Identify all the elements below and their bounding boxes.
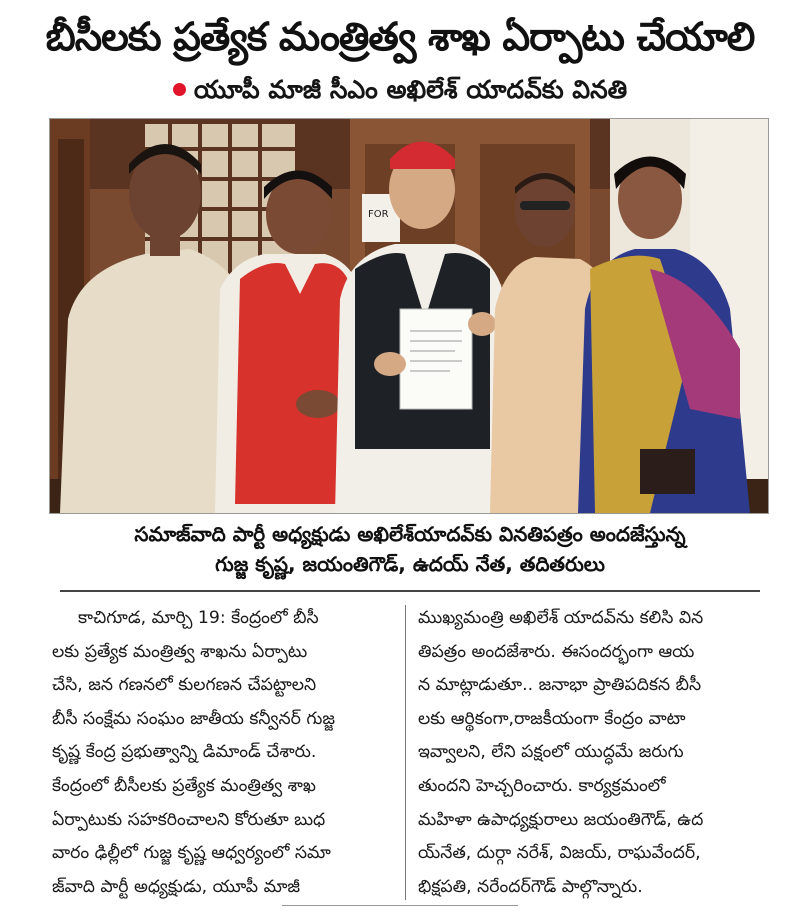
red-bullet-icon bbox=[173, 83, 186, 96]
article-line: లకు ప్రత్యేక మంత్రిత్వ శాఖను ఏర్పాటు bbox=[52, 641, 308, 662]
news-photo bbox=[49, 118, 769, 514]
subheadline-text: యూపీ మాజీ సీఎం అఖిలేశ్ యాదవ్‌కు వినతి bbox=[193, 75, 628, 104]
article-line: ఇవ్వాలని, లేని పక్షంలో యుద్ధమే జరుగు bbox=[418, 742, 684, 763]
divider-rule bbox=[60, 590, 760, 592]
article-line: న మాట్లాడుతూ.. జనాభా ప్రాతిపదికన బీసీ bbox=[418, 675, 702, 696]
article-column-right bbox=[418, 602, 761, 898]
article-line: కృష్ణ కేంద్ర ప్రభుత్వాన్ని డిమాండ్ చేశారు. bbox=[52, 742, 317, 763]
article-line: చేసి, జన గణనలో కులగణన చేపట్టాలని bbox=[52, 675, 317, 696]
article-line: బీసీ సంక్షేమ సంఘం జాతీయ కన్వీనర్ గుజ్జ bbox=[52, 708, 336, 729]
caption-line-2: గుజ్జ కృష్ణ, జయంతిగౌడ్, ఉదయ్ నేత, తదితరులు bbox=[215, 552, 605, 576]
group-photo-illustration bbox=[50, 119, 768, 513]
article-line: మహిళా ఉపాధ్యక్షురాలు జయంతిగౌడ్, ఉద bbox=[418, 809, 704, 830]
article-line: లకు ఆర్థికంగా,రాజకీయంగా కేంద్రం వాటా bbox=[418, 708, 686, 729]
bottom-rule bbox=[282, 905, 518, 906]
column-divider bbox=[405, 605, 406, 900]
article-line: తిపత్రం అందజేశారు. ఈసందర్భంగా ఆయ bbox=[418, 641, 695, 662]
article-line: య్‌నేత, దుర్గా నరేశ్, విజయ్, రాఘవేందర్, bbox=[418, 843, 701, 864]
article-line: కేంద్రంలో బీసీలకు ప్రత్యేక మంత్రిత్వ శాఖ bbox=[52, 775, 316, 796]
article-column-left bbox=[52, 602, 395, 898]
article-line: ఏర్పాటుకు సహకరించాలని కోరుతూ బుధ bbox=[52, 809, 326, 830]
article-line: ముఖ్యమంత్రి అఖిలేశ్ యాదవ్‌ను కలిసి విన bbox=[418, 608, 704, 628]
caption-line-1: సమాజ్‌వాది పార్టీ అధ్యక్షుడు అఖిలేశ్‌యాదవ్‌కు వినతిపత్రం అందజేస్తున్న bbox=[134, 522, 686, 546]
article-line: జ్‌వాది పార్టీ అధ్యక్షుడు, యూపీ మాజీ bbox=[52, 876, 301, 897]
door-sign-text: FOR bbox=[368, 209, 389, 220]
headline: బీసీలకు ప్రత్యేక మంత్రిత్వ శాఖ ఏర్పాటు చేయాలి bbox=[45, 15, 755, 60]
article-line: వారం ఢిల్లీలో గుజ్జ కృష్ణ ఆధ్వర్యంలో సమా bbox=[52, 843, 331, 864]
article-line: కాచిగూడ, మార్చి 19: కేంద్రంలో బీసీ bbox=[78, 608, 319, 628]
photo-caption bbox=[60, 519, 760, 581]
subheadline bbox=[0, 72, 800, 108]
article-line: తుందని హెచ్చరించారు. కార్యక్రమంలో bbox=[418, 775, 666, 796]
article-line: భిక్షపతి, నరేందర్‌గౌడ్ పాల్గొన్నారు. bbox=[418, 876, 643, 897]
memorandum-paper bbox=[400, 309, 472, 409]
